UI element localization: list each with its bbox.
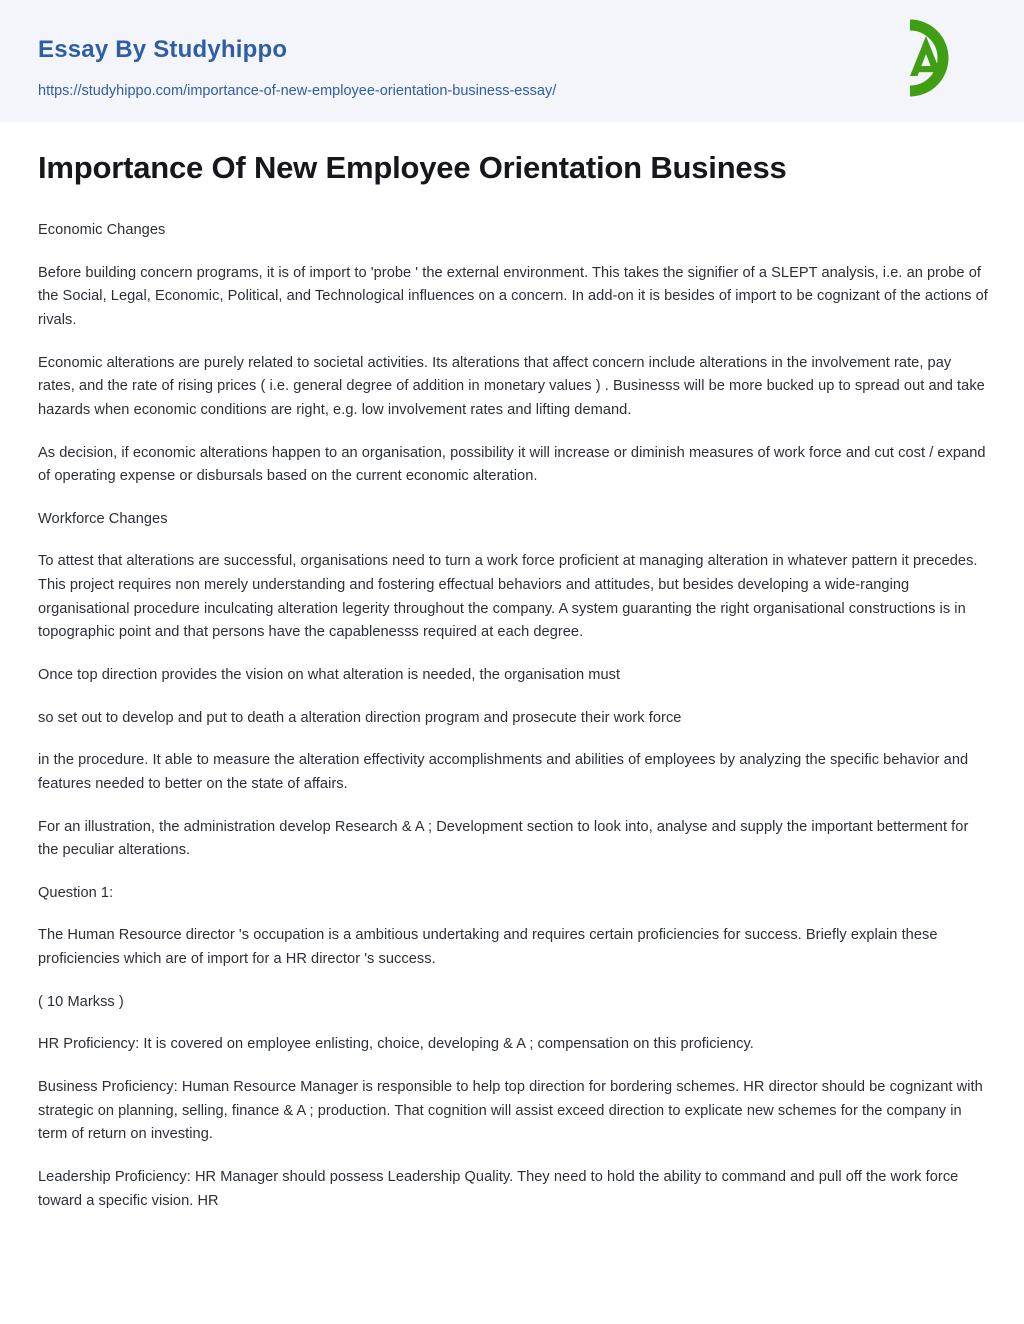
source-url[interactable]: https://studyhippo.com/importance-of-new-employee-orientation-business-essay/: [38, 83, 557, 99]
paragraph-economic-alterations: Economic alterations are purely related to societal activities. Its alterations that affect concern include alterations in the involvement rate, pay rates, and the rate of rising prices ( i.e. general degree of addition in monetary values ) . Businesss will be more bucked up to spread out and take hazards when economic conditions are right, e.g. low involvement rates and lifting demand.: [38, 354, 985, 418]
paragraph-hr-proficiency: HR Proficiency: It is covered on employee enlisting, choice, developing & A ; compensation on this proficiency.: [38, 1036, 754, 1053]
page-title: Importance Of New Employee Orientation Business: [38, 150, 787, 185]
paragraph-hr-director-occupation: The Human Resource director 's occupation is a ambitious undertaking and requires certain proficiencies for success. Briefly explain these proficiencies which are of import for a HR director 's success.: [38, 927, 938, 968]
paragraph-once-top-direction: Once top direction provides the vision on what alteration is needed, the organisation must: [38, 666, 621, 683]
paragraph-economic-changes-heading: Economic Changes: [38, 222, 166, 239]
paragraph-question-1-heading: Question 1:: [38, 884, 114, 901]
document-header-inner: [38, 0, 990, 122]
document-body: [0, 122, 1024, 1213]
paragraph-leadership-proficiency: Leadership Proficiency: HR Manager should possess Leadership Quality. They need to hold the ability to command and pull off the work force toward a specific vision. HR: [38, 1168, 959, 1209]
studyhippo-a-ring-logo-icon: [884, 12, 968, 104]
essay-content: [38, 185, 990, 1213]
paragraph-as-decision: As decision, if economic alterations happen to an organisation, possibility it will increase or diminish measures of work force and cut cost / expand of operating expense or disbursals based on the current economic alteration.: [38, 444, 986, 485]
paragraph-so-set-out: so set out to develop and put to death a alteration direction program and prosecute their work force: [38, 709, 682, 726]
paragraph-for-an-illustration: For an illustration, the administration develop Research & A ; Development section to look into, analyse and supply the important betterment for the peculiar alterations.: [38, 818, 969, 859]
paragraph-attest-alterations: To attest that alterations are successful, organisations need to turn a work force proficient at managing alteration in whatever pattern it precedes. This project requires non merely understanding and fostering effectual behaviors and attitudes, but besides developing a wide-ranging organisational procedure inculcating alteration legerity throughout the company. A system guaranting the right organisational constructions is in topographic point and that persons have the capablenesss required at each degree.: [38, 553, 978, 641]
paragraph-slept-analysis: Before building concern programs, it is of import to 'probe ' the external environment. This takes the signifier of a SLEPT analysis, i.e. an probe of the Social, Legal, Economic, Political, and Technological influences on a concern. In add-on it is besides of import to be cognizant of the actions of rivals.: [38, 264, 988, 328]
paragraph-workforce-changes-heading: Workforce Changes: [38, 510, 168, 527]
paragraph-in-the-procedure: in the procedure. It able to measure the alteration effectivity accomplishments and abilities of employees by analyzing the specific behavior and features needed to better on the state of affairs.: [38, 752, 969, 792]
paragraph-business-proficiency: Business Proficiency: Human Resource Manager is responsible to help top direction for bordering schemes. HR director should be cognizant with strategic on planning, selling, finance & A ; production. That cognition will assist exceed direction to explicate new schemes for the company in term of return on investing.: [38, 1079, 983, 1143]
paragraph-marks: ( 10 Markss ): [38, 993, 124, 1010]
document-header: [0, 0, 1024, 122]
brand-title: Essay By Studyhippo: [38, 36, 288, 63]
